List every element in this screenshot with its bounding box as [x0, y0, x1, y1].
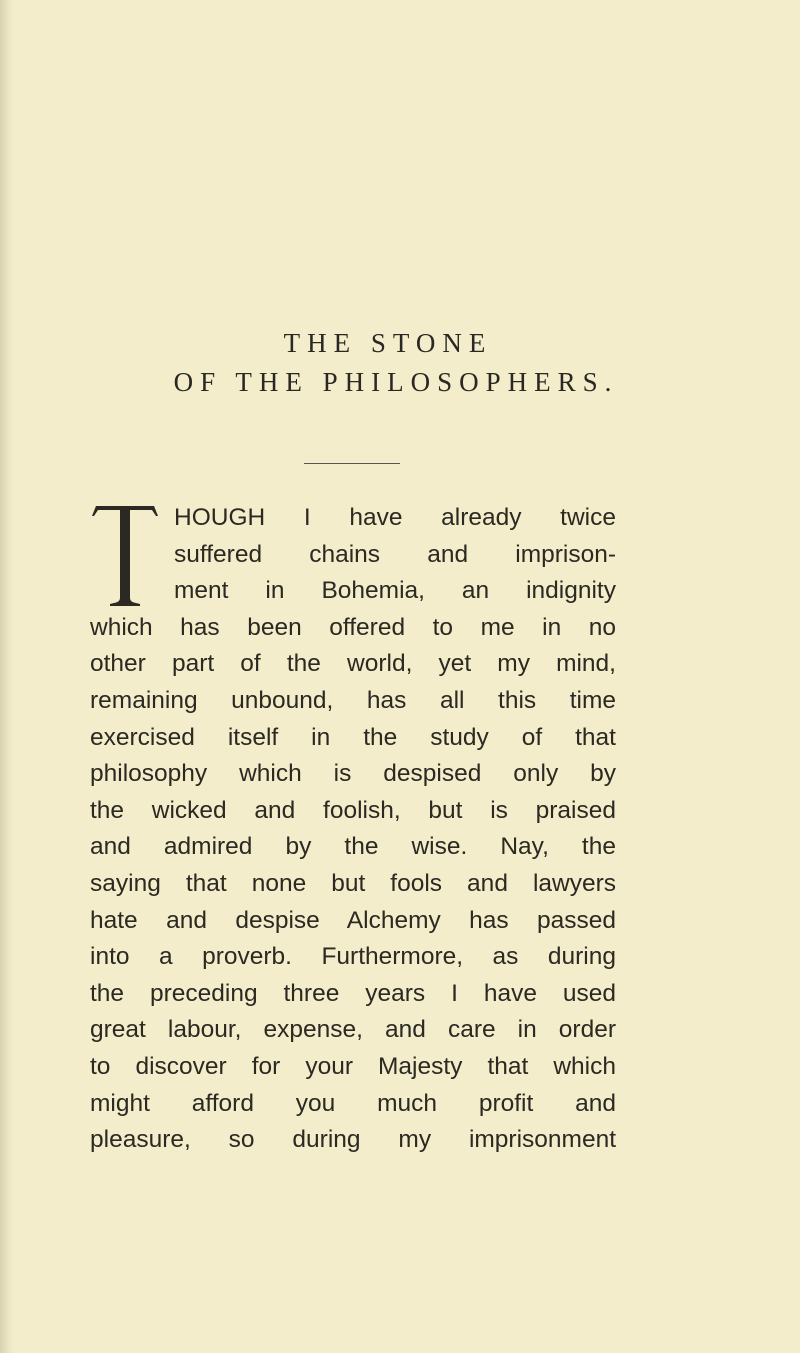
- page-gutter-shadow: [0, 0, 14, 1353]
- paragraph-line-10: and admired by the wise. Nay, the: [90, 833, 616, 861]
- paragraph-line-15: great labour, expense, and care in order: [90, 1016, 616, 1044]
- paragraph-line-2: suffered chains and imprison-: [174, 540, 616, 568]
- section-divider-rule: [304, 463, 400, 464]
- paragraph-line-3: ment in Bohemia, an indignity: [174, 577, 616, 605]
- paragraph-line-12: hate and despise Alchemy has passed: [90, 906, 616, 934]
- paragraph: [90, 500, 616, 1159]
- paragraph-line-17: might afford you much profit and: [90, 1089, 616, 1117]
- title-line-1: THE STONE: [283, 328, 493, 358]
- paragraph-line-7: exercised itself in the study of that: [90, 723, 616, 751]
- paragraph-line-9: the wicked and foolish, but is praised: [90, 796, 616, 824]
- paragraph-line-8: philosophy which is despised only by: [90, 760, 616, 788]
- paragraph-line-5: other part of the world, yet my mind,: [90, 650, 616, 678]
- paragraph-line-11: saying that none but fools and lawyers: [90, 869, 616, 897]
- title-line-2: OF THE PHILOSOPHERS.: [173, 367, 619, 397]
- paragraph-line-16: to discover for your Majesty that which: [90, 1052, 616, 1080]
- paragraph-line-18: pleasure, so during my imprisonment: [90, 1126, 616, 1154]
- paragraph-line-6: remaining unbound, has all this time: [90, 686, 616, 714]
- paragraph-line-1: HOUGH I have already twice: [174, 504, 616, 531]
- paragraph-line-4: which has been offered to me in no: [90, 613, 616, 641]
- paragraph-line-13: into a proverb. Furthermore, as during: [90, 943, 616, 971]
- paragraph-line-14: the preceding three years I have used: [90, 979, 616, 1007]
